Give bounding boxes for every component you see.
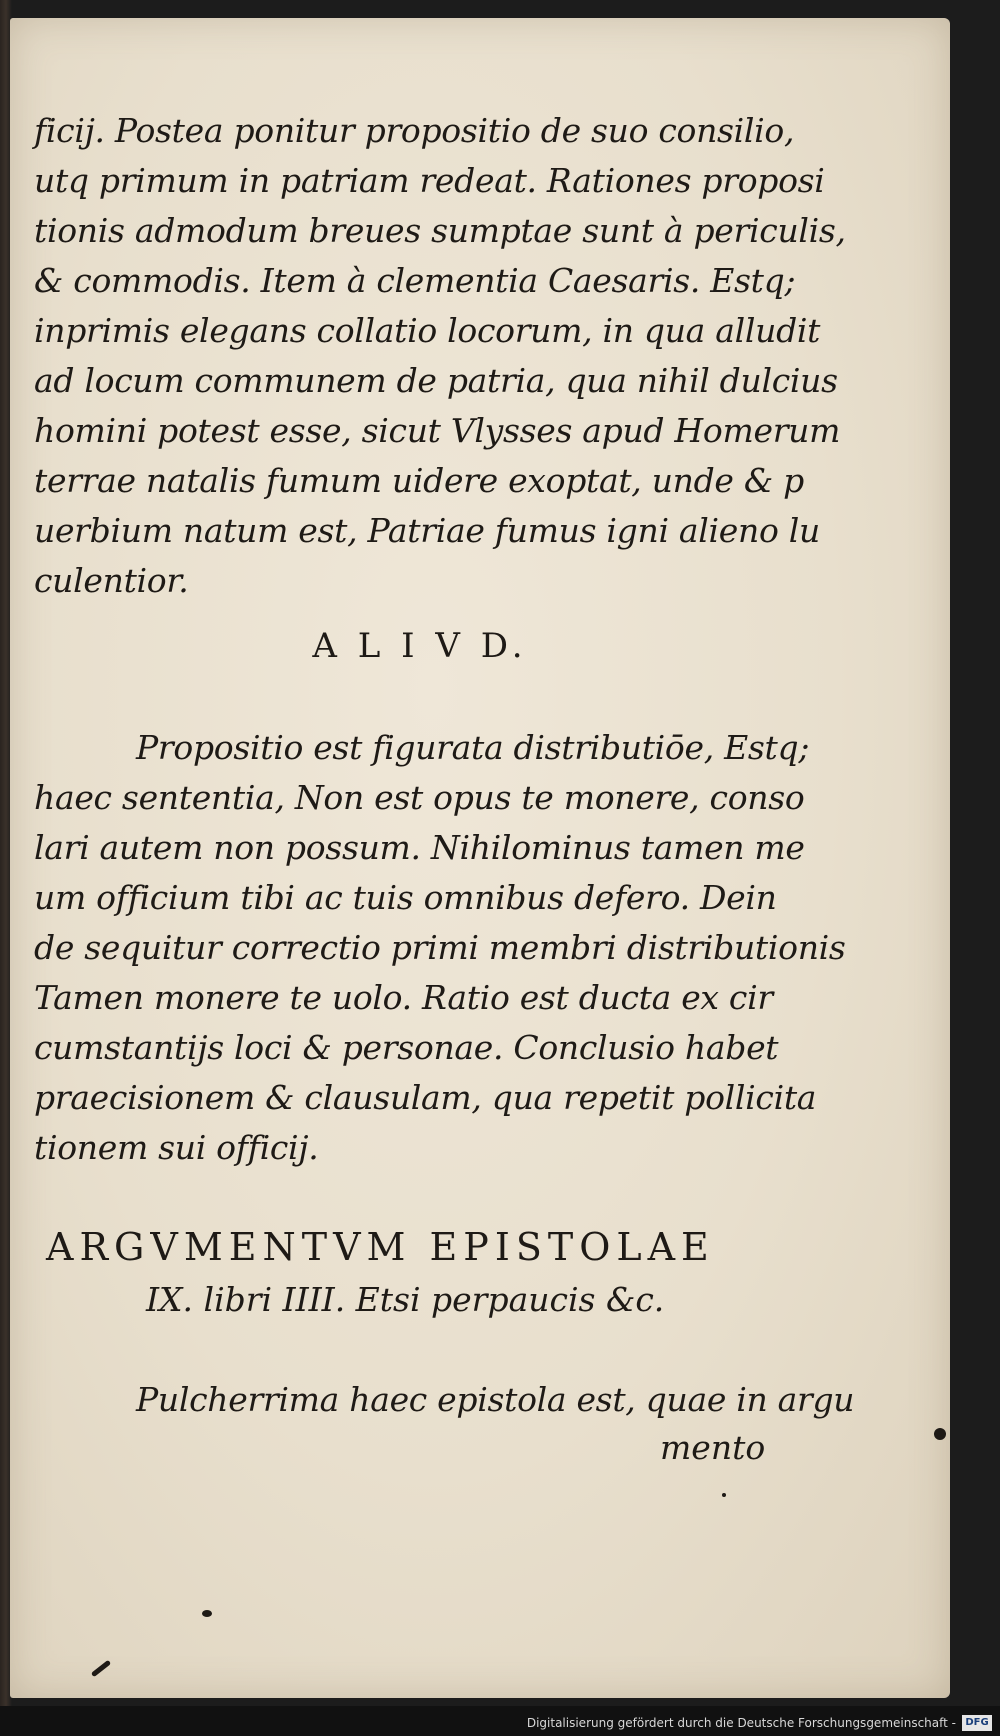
paragraph-2 xyxy=(34,723,846,1173)
footer-credit: Digitalisierung gefördert durch die Deutsche Forschungsgemeinschaft - xyxy=(526,1716,956,1730)
text-line: culentior. xyxy=(34,561,189,600)
ink-blot xyxy=(91,1660,111,1677)
text-line: cumstantijs loci & personae. Conclusio habet xyxy=(34,1028,779,1067)
text-line: Propositio est figurata distributiōe, Estq; xyxy=(136,728,810,767)
text-line: Pulcherrima haec epistola est, quae in argu xyxy=(136,1380,855,1419)
text-line: tionem sui officij. xyxy=(34,1128,319,1167)
text-line: tionis admodum breues sumptae sunt à periculis, xyxy=(34,211,846,250)
text-line: terrae natalis fumum uidere exoptat, unde & p xyxy=(34,461,804,500)
text-line: de sequitur correctio primi membri distributionis xyxy=(34,928,846,967)
ink-blot xyxy=(202,1610,212,1617)
text-line: homini potest esse, sicut Vlysses apud Homerum xyxy=(34,411,841,450)
section-heading-argumentum: ARGVMENTVM EPISTOLAE xyxy=(46,1225,715,1269)
paragraph-1 xyxy=(34,106,846,606)
text-line: uerbium natum est, Patriae fumus igni alieno lu xyxy=(34,511,820,550)
text-line: utq primum in patriam redeat. Rationes proposi xyxy=(34,161,825,200)
text-line: & commodis. Item à clementia Caesaris. Estq; xyxy=(34,261,796,300)
section-heading-aliud: A L I V D. xyxy=(312,626,528,666)
text-line: haec sententia, Non est opus te monere, conso xyxy=(34,778,805,817)
paragraph-3 xyxy=(34,1375,855,1425)
text-line: um officium tibi ac tuis omnibus defero. Dein xyxy=(34,878,777,917)
text-line: ficij. Postea ponitur propositio de suo consilio, xyxy=(34,111,795,150)
section-subheading-argumentum: IX. libri IIII. Etsi perpaucis &c. xyxy=(146,1280,665,1319)
catchword: mento xyxy=(660,1428,766,1467)
book-page xyxy=(10,18,950,1698)
text-line: praecisionem & clausulam, qua repetit pollicita xyxy=(34,1078,817,1117)
text-line: lari autem non possum. Nihilominus tamen me xyxy=(34,828,805,867)
dfg-logo: DFG xyxy=(962,1715,992,1731)
text-line: ad locum communem de patria, qua nihil dulcius xyxy=(34,361,838,400)
ink-blot xyxy=(722,1493,726,1497)
text-line: Tamen monere te uolo. Ratio est ducta ex cir xyxy=(34,978,773,1017)
text-line: inprimis elegans collatio locorum, in qua alludit xyxy=(34,311,821,350)
footer-bar xyxy=(0,1706,1000,1736)
ink-blot xyxy=(934,1428,946,1440)
